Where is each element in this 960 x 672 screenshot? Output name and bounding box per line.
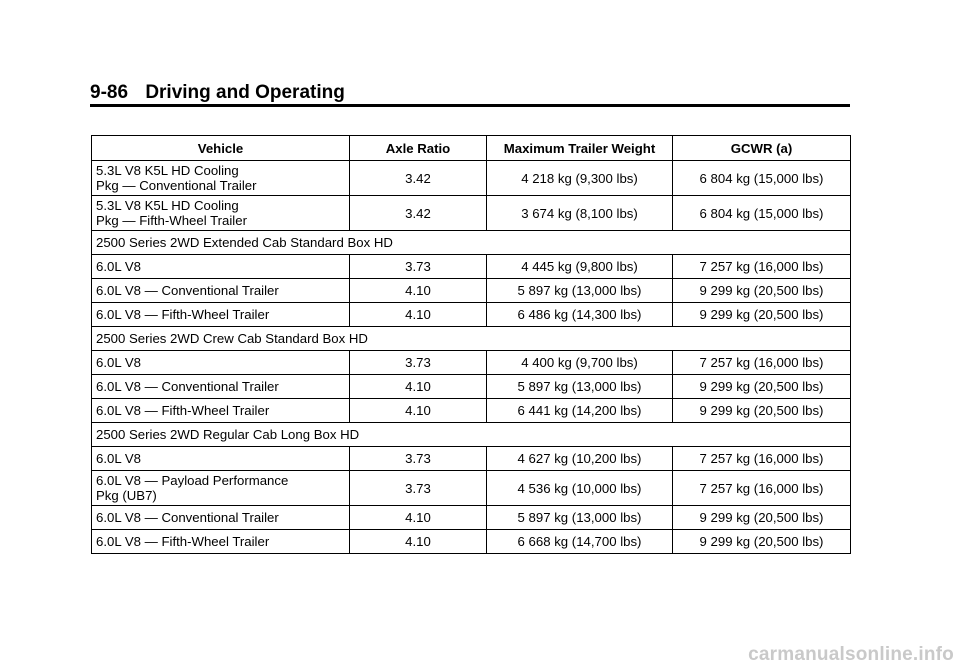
table-row xyxy=(92,506,851,530)
vehicle-line: 6.0L V8 — Conventional Trailer xyxy=(96,283,279,298)
page-header xyxy=(90,81,850,105)
vehicle-line: Pkg — Conventional Trailer xyxy=(96,178,257,193)
cell-axle-ratio: 3.42 xyxy=(350,196,487,231)
vehicle-line: 5.3L V8 K5L HD Cooling xyxy=(96,163,239,178)
section-label: 2500 Series 2WD Crew Cab Standard Box HD xyxy=(92,327,851,351)
vehicle-line: 6.0L V8 — Fifth-Wheel Trailer xyxy=(96,307,270,322)
cell-gcwr: 9 299 kg (20,500 lbs) xyxy=(673,530,851,554)
vehicle-line: 6.0L V8 xyxy=(96,259,141,274)
header-gcwr: GCWR (a) xyxy=(673,136,851,161)
cell-gcwr: 7 257 kg (16,000 lbs) xyxy=(673,255,851,279)
table-row xyxy=(92,399,851,423)
table-row xyxy=(92,255,851,279)
cell-vehicle xyxy=(92,471,350,506)
table-row xyxy=(92,196,851,231)
section-label: 2500 Series 2WD Regular Cab Long Box HD xyxy=(92,423,851,447)
cell-max-trailer-weight: 4 445 kg (9,800 lbs) xyxy=(487,255,673,279)
table-section-row xyxy=(92,327,851,351)
vehicle-line: 6.0L V8 — Fifth-Wheel Trailer xyxy=(96,403,270,418)
section-label: 2500 Series 2WD Extended Cab Standard Box HD xyxy=(92,231,851,255)
cell-max-trailer-weight: 5 897 kg (13,000 lbs) xyxy=(487,375,673,399)
vehicle-line: 6.0L V8 xyxy=(96,355,141,370)
table-section-row xyxy=(92,423,851,447)
cell-vehicle xyxy=(92,279,350,303)
cell-gcwr: 9 299 kg (20,500 lbs) xyxy=(673,375,851,399)
table-row xyxy=(92,447,851,471)
cell-max-trailer-weight: 5 897 kg (13,000 lbs) xyxy=(487,279,673,303)
cell-axle-ratio: 3.73 xyxy=(350,447,487,471)
cell-vehicle xyxy=(92,255,350,279)
cell-vehicle xyxy=(92,506,350,530)
cell-axle-ratio: 4.10 xyxy=(350,530,487,554)
table-row xyxy=(92,161,851,196)
cell-max-trailer-weight: 5 897 kg (13,000 lbs) xyxy=(487,506,673,530)
cell-axle-ratio: 3.73 xyxy=(350,351,487,375)
vehicle-line: 6.0L V8 — Payload Performance xyxy=(96,473,289,488)
cell-vehicle xyxy=(92,447,350,471)
cell-max-trailer-weight: 4 536 kg (10,000 lbs) xyxy=(487,471,673,506)
cell-gcwr: 9 299 kg (20,500 lbs) xyxy=(673,279,851,303)
table-row xyxy=(92,303,851,327)
header-vehicle: Vehicle xyxy=(92,136,350,161)
cell-axle-ratio: 4.10 xyxy=(350,303,487,327)
cell-vehicle xyxy=(92,530,350,554)
cell-axle-ratio: 4.10 xyxy=(350,399,487,423)
table-section-row xyxy=(92,231,851,255)
vehicle-line: Pkg (UB7) xyxy=(96,488,157,503)
cell-vehicle xyxy=(92,196,350,231)
cell-gcwr: 6 804 kg (15,000 lbs) xyxy=(673,196,851,231)
table-header-row xyxy=(92,136,851,161)
table-row xyxy=(92,375,851,399)
trailer-weight-table xyxy=(91,135,851,554)
vehicle-line: Pkg — Fifth-Wheel Trailer xyxy=(96,213,247,228)
cell-axle-ratio: 4.10 xyxy=(350,375,487,399)
table-row xyxy=(92,530,851,554)
cell-gcwr: 9 299 kg (20,500 lbs) xyxy=(673,506,851,530)
table-body xyxy=(92,161,851,554)
cell-max-trailer-weight: 3 674 kg (8,100 lbs) xyxy=(487,196,673,231)
cell-vehicle xyxy=(92,351,350,375)
watermark: carmanualsonline.info xyxy=(748,644,954,665)
cell-axle-ratio: 3.42 xyxy=(350,161,487,196)
cell-gcwr: 9 299 kg (20,500 lbs) xyxy=(673,303,851,327)
cell-max-trailer-weight: 4 627 kg (10,200 lbs) xyxy=(487,447,673,471)
cell-vehicle xyxy=(92,375,350,399)
cell-gcwr: 7 257 kg (16,000 lbs) xyxy=(673,447,851,471)
cell-max-trailer-weight: 6 668 kg (14,700 lbs) xyxy=(487,530,673,554)
page-number: 9-86 xyxy=(90,82,129,103)
vehicle-line: 6.0L V8 — Conventional Trailer xyxy=(96,379,279,394)
cell-axle-ratio: 4.10 xyxy=(350,279,487,303)
cell-axle-ratio: 3.73 xyxy=(350,255,487,279)
vehicle-line: 6.0L V8 xyxy=(96,451,141,466)
cell-vehicle xyxy=(92,303,350,327)
table-row xyxy=(92,351,851,375)
table-row xyxy=(92,279,851,303)
cell-vehicle xyxy=(92,399,350,423)
cell-axle-ratio: 4.10 xyxy=(350,506,487,530)
cell-max-trailer-weight: 6 486 kg (14,300 lbs) xyxy=(487,303,673,327)
cell-axle-ratio: 3.73 xyxy=(350,471,487,506)
cell-gcwr: 7 257 kg (16,000 lbs) xyxy=(673,471,851,506)
table-row xyxy=(92,471,851,506)
header-axle-ratio: Axle Ratio xyxy=(350,136,487,161)
cell-gcwr: 9 299 kg (20,500 lbs) xyxy=(673,399,851,423)
vehicle-line: 6.0L V8 — Fifth-Wheel Trailer xyxy=(96,534,270,549)
header-rule xyxy=(90,104,850,107)
cell-gcwr: 6 804 kg (15,000 lbs) xyxy=(673,161,851,196)
cell-max-trailer-weight: 4 218 kg (9,300 lbs) xyxy=(487,161,673,196)
header-max-trailer-weight: Maximum Trailer Weight xyxy=(487,136,673,161)
vehicle-line: 6.0L V8 — Conventional Trailer xyxy=(96,510,279,525)
vehicle-line: 5.3L V8 K5L HD Cooling xyxy=(96,198,239,213)
cell-max-trailer-weight: 4 400 kg (9,700 lbs) xyxy=(487,351,673,375)
cell-gcwr: 7 257 kg (16,000 lbs) xyxy=(673,351,851,375)
cell-max-trailer-weight: 6 441 kg (14,200 lbs) xyxy=(487,399,673,423)
cell-vehicle xyxy=(92,161,350,196)
section-title: Driving and Operating xyxy=(145,82,345,103)
